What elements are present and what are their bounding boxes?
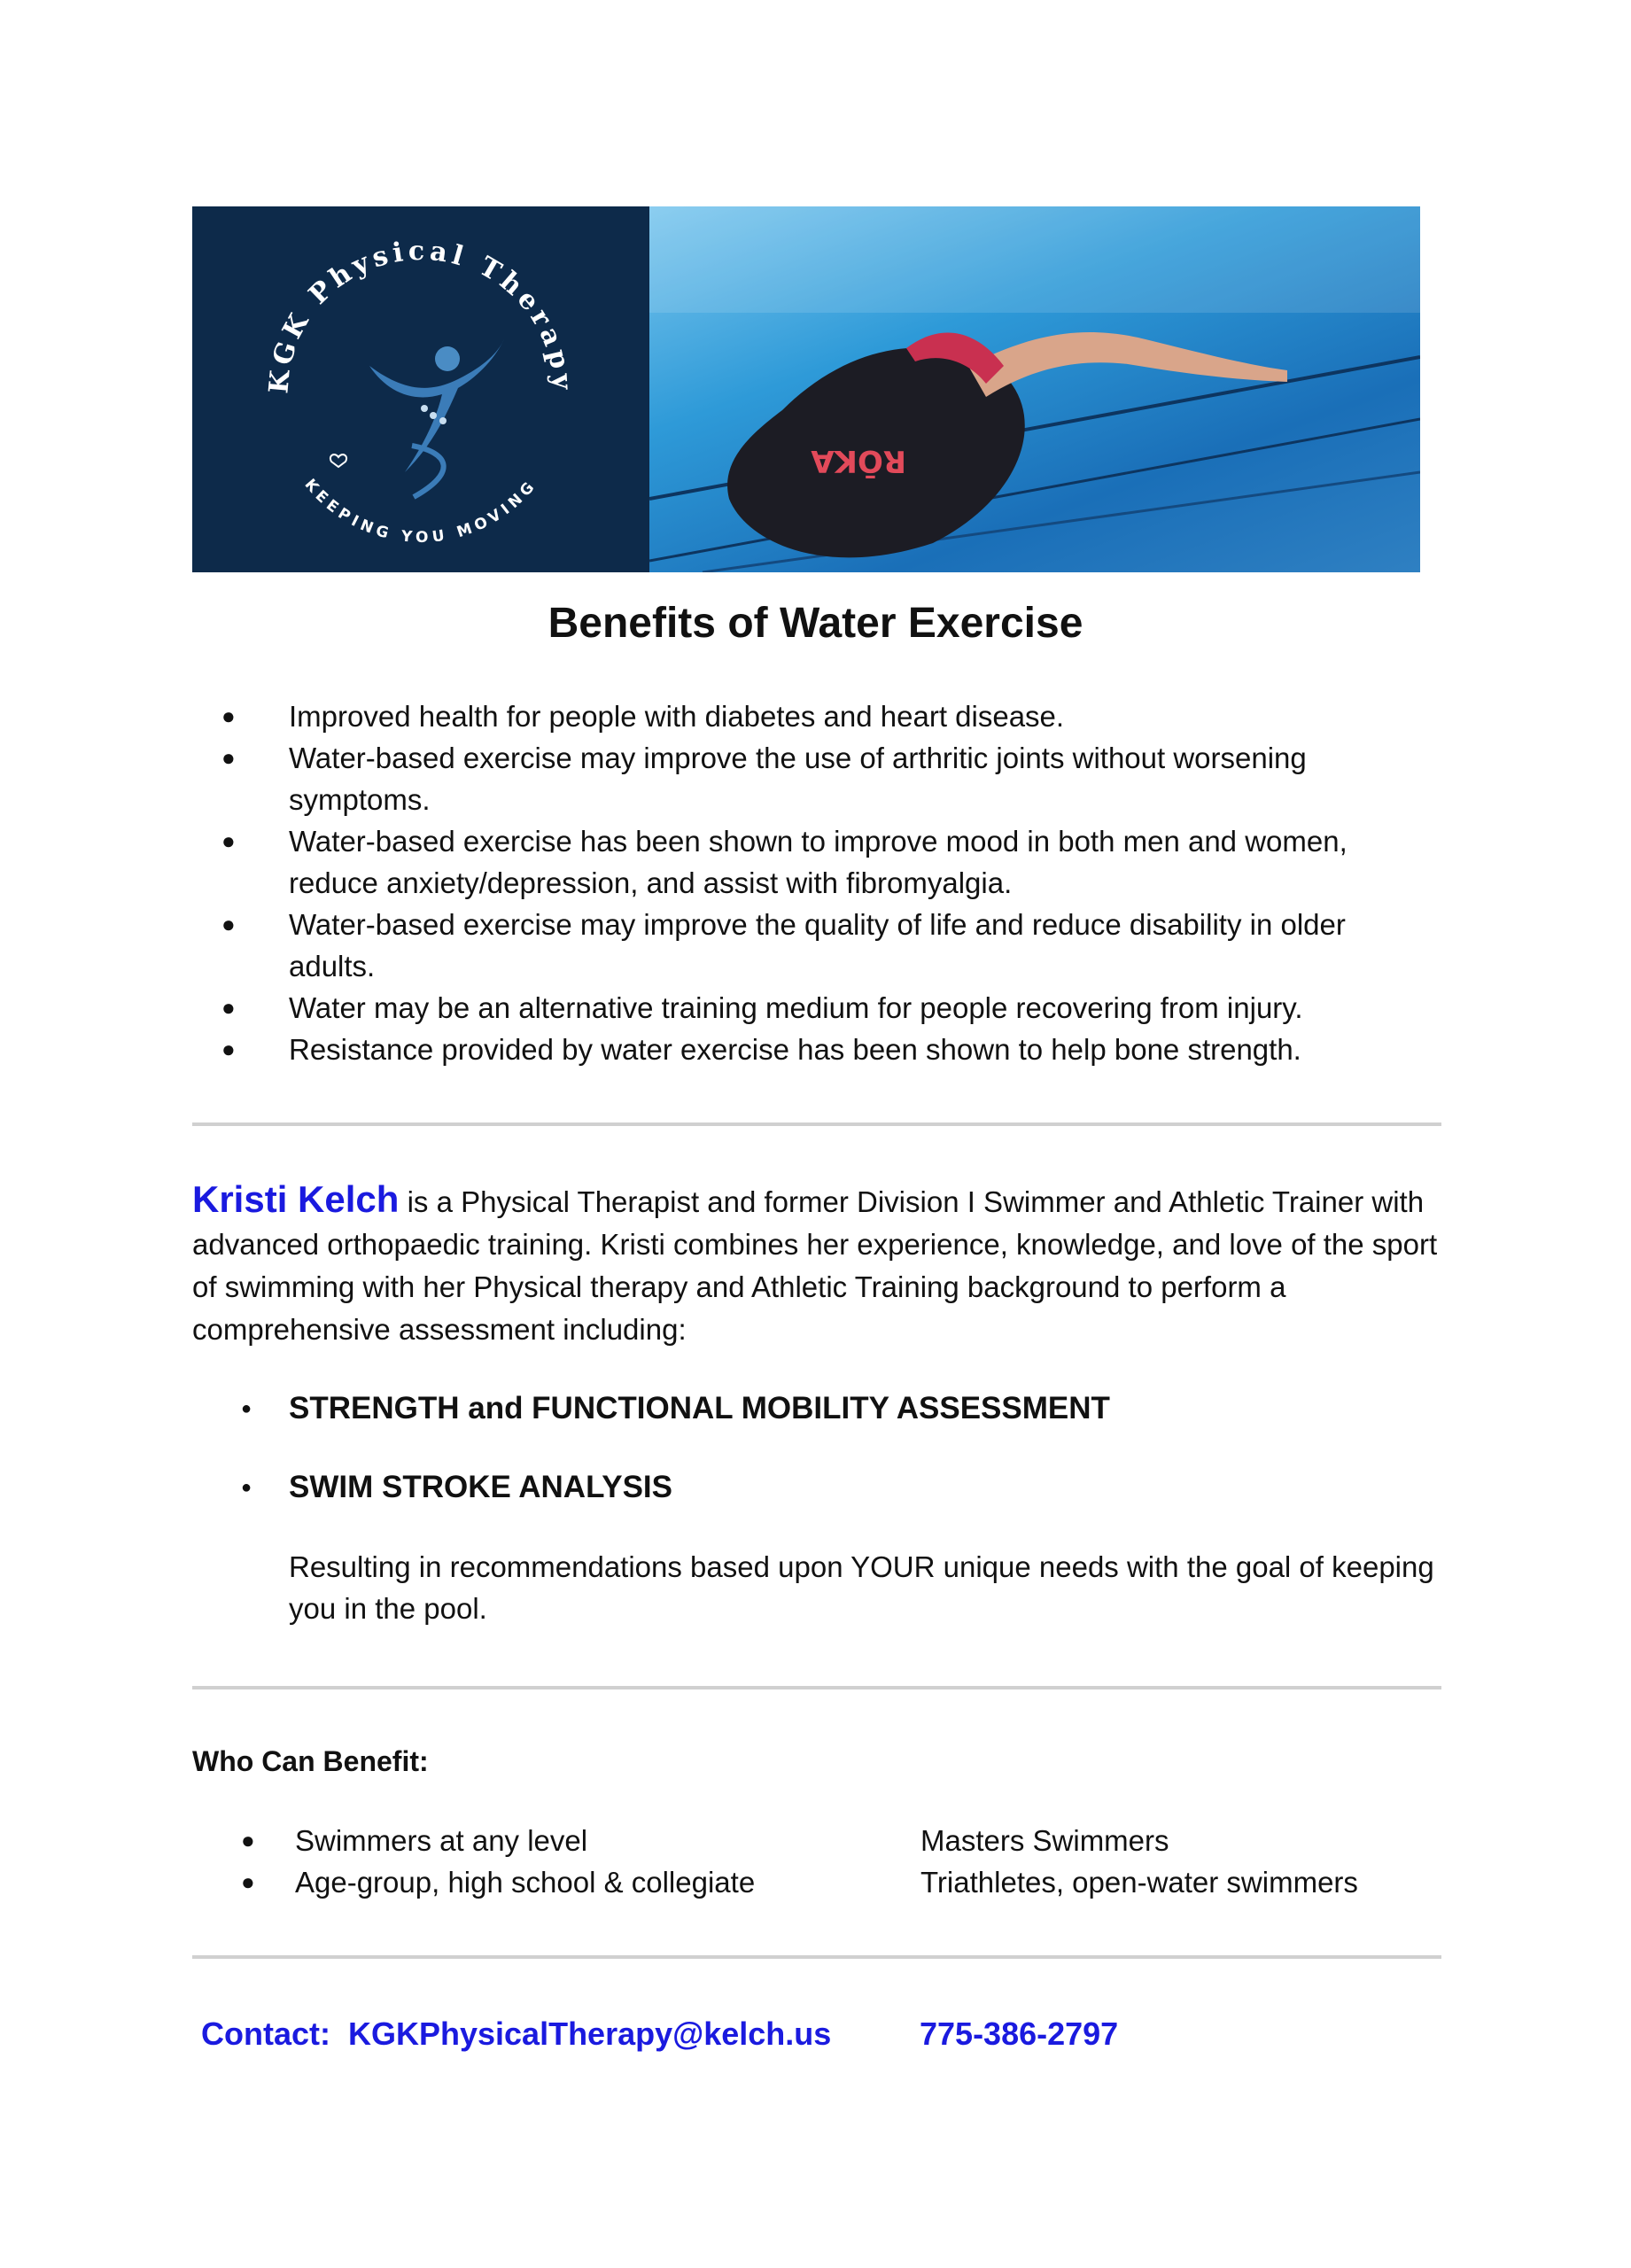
bullet-icon: ● [241, 1868, 255, 1895]
page-title: Benefits of Water Exercise [548, 600, 1083, 647]
who-can-benefit-heading: Who Can Benefit: [192, 1745, 429, 1777]
divider [192, 1122, 1441, 1126]
svg-text:KGK Physical Therapy [263, 236, 578, 395]
figure-icon [330, 339, 504, 497]
bullet-icon: ● [241, 1827, 255, 1853]
logo-text-bottom: KEEPING YOU MOVING [300, 476, 541, 548]
kgk-logo [192, 206, 649, 572]
contact-phone: 775-386-2797 [920, 2016, 1119, 2052]
therapist-name: Kristi Kelch [192, 1178, 400, 1220]
bio-paragraph [192, 1178, 1450, 1351]
who-can-benefit-list [241, 1820, 1481, 1903]
result-paragraph: Resulting in recommendations based upon YOUR unique needs with the goal of keeping you in the pool. [289, 1550, 1434, 1625]
audience-right: Masters Swimmers [920, 1824, 1169, 1857]
list-item [241, 1820, 1481, 1861]
list-item: ● Water-based exercise has been shown to improve mood in both men and women, reduce anxiety/depression, and assist with fibromyalgia. [221, 820, 1426, 904]
audience-left: Age-group, high school & collegiate [295, 1866, 756, 1899]
photo-brand-text: RŌKA [811, 443, 906, 478]
divider [192, 1955, 1441, 1959]
divider [192, 1686, 1441, 1689]
header-banner [192, 206, 1420, 572]
bio-text: is a Physical Therapist and former Division I Swimmer and Athletic Trainer with advanced orthopaedic training. Kristi combines her experience, knowledge, and love of the sport of swimming with her Physical therapy and Athletic Training background to perform a comprehensive assessment including: [192, 1185, 1438, 1346]
audience-right: Triathletes, open-water swimmers [920, 1866, 1358, 1899]
list-item: ● Resistance provided by water exercise has been shown to help bone strength. [221, 1029, 1426, 1070]
benefits-list [221, 695, 1426, 1070]
contact-email: Contact: KGKPhysicalTherapy@kelch.us [201, 2016, 832, 2052]
audience-left: Swimmers at any level [295, 1824, 588, 1857]
list-item [241, 1861, 1481, 1903]
list-item: ● Improved health for people with diabetes and heart disease. [221, 695, 1426, 737]
logo-text-top: KGK Physical Therapy [263, 235, 579, 395]
list-item: ● Water may be an alternative training medium for people recovering from injury. [221, 987, 1426, 1029]
svg-text:KEEPING YOU MOVING [301, 476, 541, 547]
swimmer-photo [649, 206, 1420, 572]
list-item: ● Water-based exercise may improve the quality of life and reduce disability in older adults. [221, 904, 1426, 987]
assessment-item: ● SWIM STROKE ANALYSIS [241, 1468, 1352, 1507]
assessment-item: ● STRENGTH and FUNCTIONAL MOBILITY ASSESSMENT [241, 1389, 1352, 1428]
list-item: ● Water-based exercise may improve the use of arthritic joints without worsening symptoms. [221, 737, 1426, 820]
